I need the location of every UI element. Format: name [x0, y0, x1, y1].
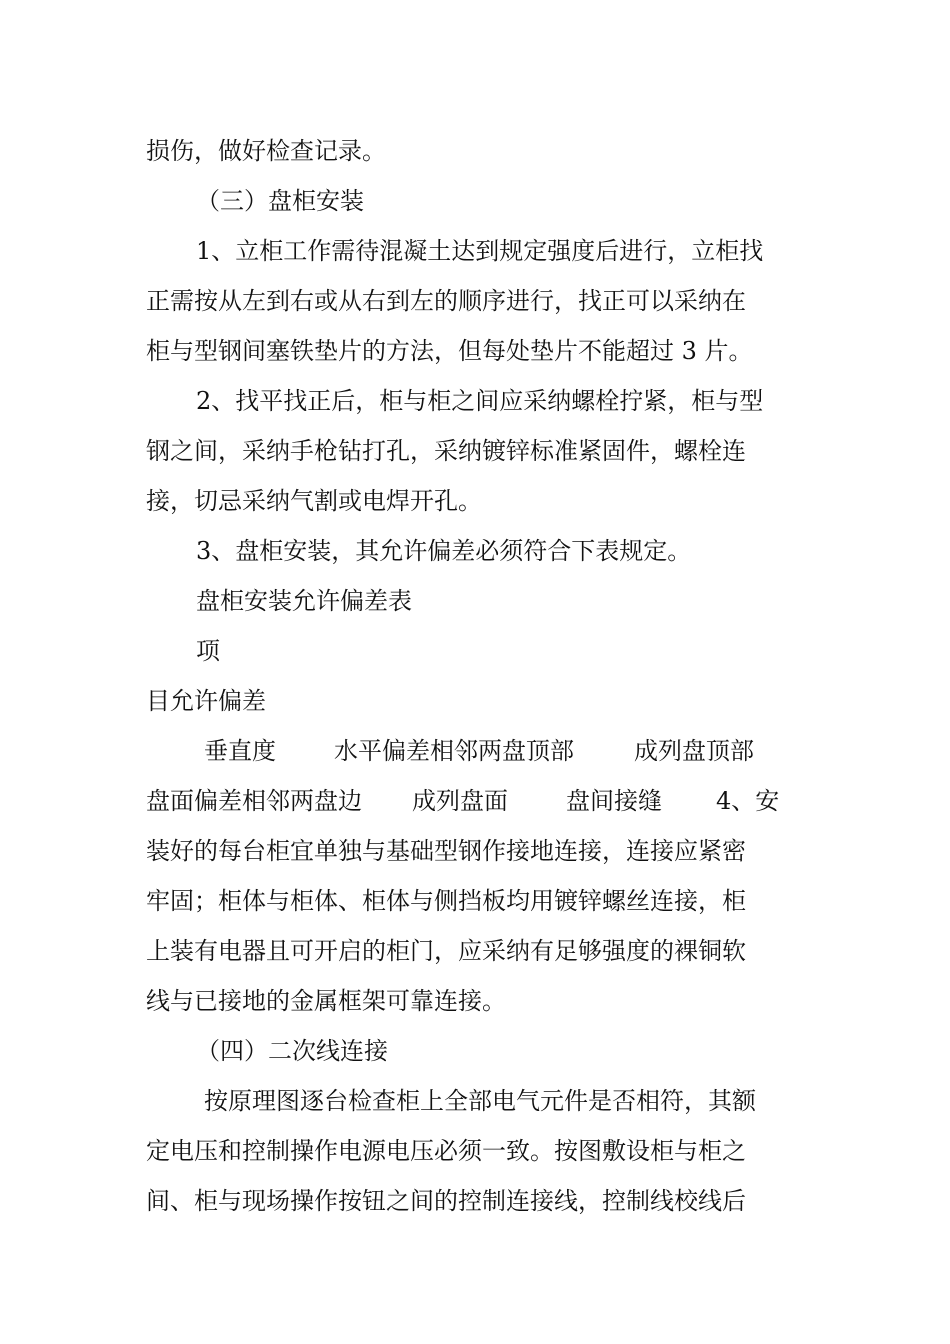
table-cell: 成列盘面: [412, 787, 508, 815]
paragraph-line: 1、立柜工作需待混凝土达到规定强度后进行，立柜找: [196, 237, 764, 265]
table-cell: 垂直度: [204, 737, 276, 765]
section-heading-3: （三）盘柜安装: [196, 187, 364, 215]
table-cell: 盘面偏差相邻两盘边: [146, 787, 362, 815]
paragraph-line: 接，切忌采纳气割或电焊开孔。: [146, 487, 482, 515]
table-header-fragment: 项: [196, 637, 220, 665]
paragraph-line: 装好的每台柜宜单独与基础型钢作接地连接，连接应紧密: [146, 837, 746, 865]
paragraph-line: 上装有电器且可开启的柜门，应采纳有足够强度的裸铜软: [146, 937, 746, 965]
table-cell: 成列盘顶部: [634, 737, 754, 765]
paragraph-line: 钢之间，采纳手枪钻打孔，采纳镀锌标准紧固件，螺栓连: [146, 437, 746, 465]
paragraph-line: 正需按从左到右或从右到左的顺序进行，找正可以采纳在: [146, 287, 746, 315]
table-cell: 水平偏差相邻两盘顶部: [334, 737, 574, 765]
paragraph-line: 2、找平找正后，柜与柜之间应采纳螺栓拧紧，柜与型: [196, 387, 764, 415]
paragraph-line: 损伤，做好检查记录。: [146, 137, 386, 165]
table-header-fragment: 目允许偏差: [146, 687, 266, 715]
paragraph-line: 线与已接地的金属框架可靠连接。: [146, 987, 506, 1015]
table-row-2: [146, 786, 816, 816]
table-cell: 盘间接缝: [566, 787, 662, 815]
paragraph-line: 3、盘柜安装，其允许偏差必须符合下表规定。: [196, 537, 692, 565]
paragraph-line: 定电压和控制操作电源电压必须一致。按图敷设柜与柜之: [146, 1137, 746, 1165]
paragraph-line: 按原理图逐台检查柜上全部电气元件是否相符，其额: [204, 1087, 756, 1115]
paragraph-line: 牢固；柜体与柜体、柜体与侧挡板均用镀锌螺丝连接，柜: [146, 887, 746, 915]
table-cell: 4、安: [716, 787, 780, 815]
section-heading-4: （四）二次线连接: [196, 1037, 388, 1065]
paragraph-line: 间、柜与现场操作按钮之间的控制连接线，控制线校线后: [146, 1187, 746, 1215]
table-row-1: [204, 736, 816, 766]
table-title: 盘柜安装允许偏差表: [196, 587, 412, 615]
paragraph-line: 柜与型钢间塞铁垫片的方法，但每处垫片不能超过 3 片。: [146, 337, 753, 365]
